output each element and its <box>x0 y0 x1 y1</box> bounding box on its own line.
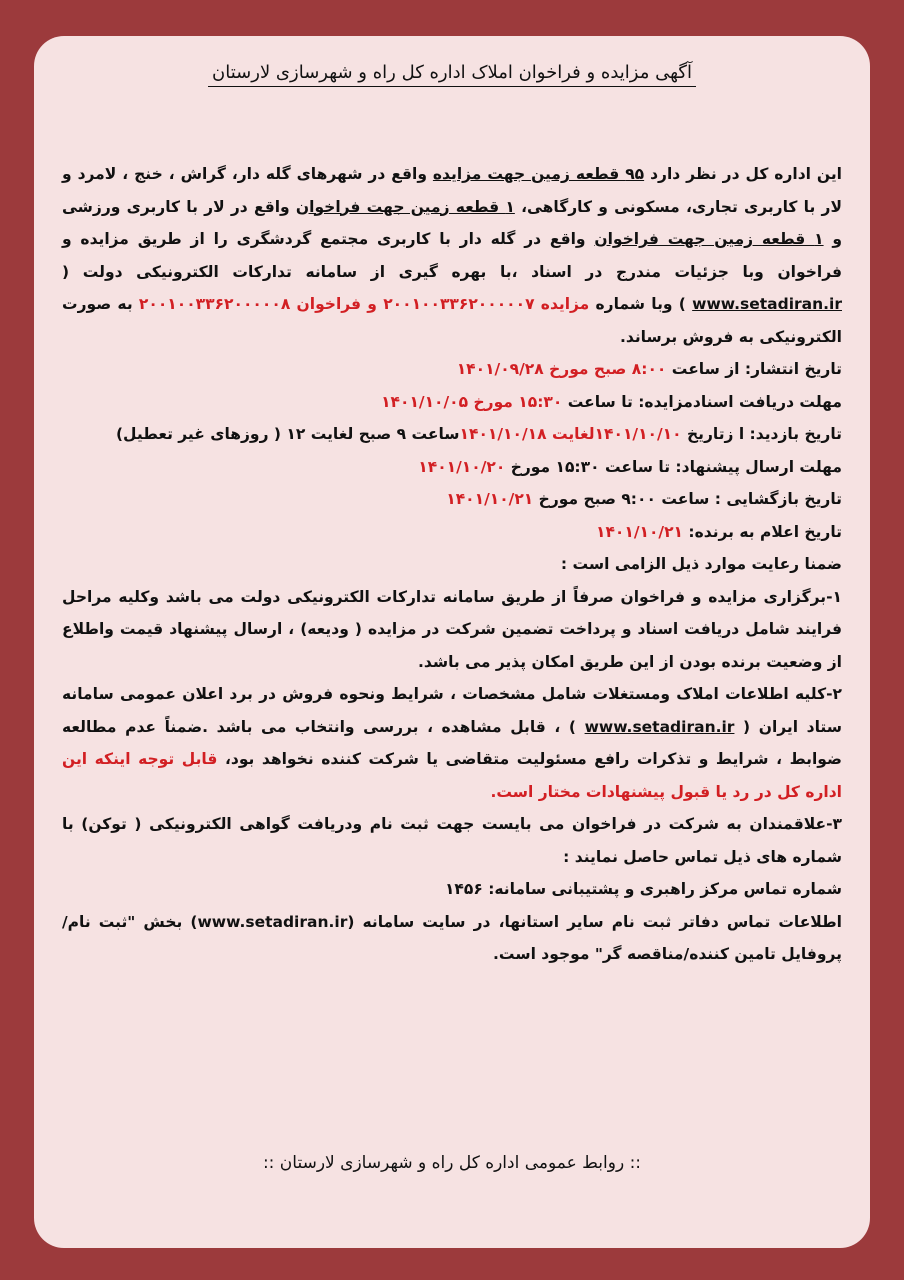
auction-numbers: مزایده ۲۰۰۱۰۰۳۳۶۲۰۰۰۰۰۷ و فراخوان ۲۰۰۱۰۰۳۳۶۲۰۰۰۰۰۸ <box>138 295 590 313</box>
setadiran-link[interactable]: www.setadiran.ir <box>692 295 842 313</box>
documents-deadline: مهلت دریافت اسنادمزایده: تا ساعت ۱۵:۳۰ مورخ ۱۴۰۱/۱۰/۰۵ <box>381 392 842 411</box>
auction-lots: ۹۵ قطعه زمین جهت مزایده <box>432 165 645 183</box>
notes-heading: ضمنا رعایت موارد ذیل الزامی است : <box>560 555 842 573</box>
offices-info: اطلاعات تماس دفاتر ثبت نام سایر استانها، در سایت سامانه (www.setadiran.ir) بخش "ثبت نام/پروفایل تامین کننده/مناقصه گر" موجود است. <box>62 912 842 963</box>
note-item-3: ۳-علاقمندان به شرکت در فراخوان می بایست جهت ثبت نام ودریافت گواهی الکترونیکی ( توکن) با شماره های ذیل تماس حاصل نمایند : <box>62 815 842 866</box>
call-lot-gelehdar: ۱ قطعه زمین جهت فراخوان <box>594 230 824 248</box>
intro-paragraph: این اداره کل در نظر دارد ۹۵ قطعه زمین جهت مزایده واقع در شهرهای گله دار، گراش ، خنج ، لامرد و لار با کاربری تجاری، مسکونی و کارگاهی، ۱ قطعه زمین جهت فراخوان واقع در لار با کاربری ورزشی و ۱ قطعه زمین جهت فراخوان واقع در گله دار با کاربری مجتمع گردشگری را از طریق مزایده و فراخوان وبا جزئیات مندرج در اسناد ،با بهره گیری از سامانه تدارکات الکترونیکی دولت ( www.setadiran.ir ) وبا شماره مزایده ۲۰۰۱۰۰۳۳۶۲۰۰۰۰۰۷ و فراخوان ۲۰۰۱۰۰۳۳۶۲۰۰۰۰۰۸ به صورت الکترونیکی به فروش برساند. <box>62 165 843 346</box>
opening-date: تاریخ بازگشایی : ساعت ۹:۰۰ صبح مورخ ۱۴۰۱/۱۰/۲۱ <box>446 490 842 508</box>
announcement-title: آگهی مزایده و فراخوان املاک اداره کل راه و شهرسازی لارستان <box>34 62 870 83</box>
note-item-2: ۲-کلیه اطلاعات املاک ومستغلات شامل مشخصات ، شرایط ونحوه فروش در برد اعلان عمومی سامانه ستاد ایران ( www.setadiran.ir ) ، قابل مشاهده ، بررسی وانتخاب می باشد .ضمناً عدم مطالعه ضوابط ، شرایط و تذکرات رافع مسئولیت متقاضی یا شرکت کننده نخواهد بود، قابل توجه اینکه این اداره کل در رد یا قبول پیشنهادات مختار است. <box>62 685 842 801</box>
note-item-1: ۱-برگزاری مزایده و فراخوان صرفاً از طریق سامانه تدارکات الکترونیکی دولت می باشد وکلیه مراحل فرایند شامل دریافت اسناد و پرداخت تضمین شرکت در مزایده ( ودیعه) ، ارسال پیشنهاد قیمت واطلاع از وضعیت برنده بودن از این طریق امکان پذیر می باشد. <box>62 587 842 671</box>
call-lot-lar: ۱ قطعه زمین جهت فراخوان <box>295 197 515 216</box>
footer-signature: :: روابط عمومی اداره کل راه و شهرسازی لارستان :: <box>262 1153 642 1173</box>
announcement-card <box>34 36 870 1248</box>
winner-date: تاریخ اعلام به برنده: ۱۴۰۱/۱۰/۲۱ <box>596 522 842 541</box>
discretion-notice: قابل توجه اینکه این اداره کل در رد یا قبول پیشنهادات مختار است. <box>62 750 842 801</box>
visit-date: تاریخ بازدید: ا زتاریخ ۱۴۰۱/۱۰/۱۰لغایت ۱۴۰۱/۱۰/۱۸ساعت ۹ صبح لغایت ۱۲ ( روزهای غیر تعطیل) <box>115 425 842 443</box>
publish-date: تاریخ انتشار: از ساعت ۸:۰۰ صبح مورخ ۱۴۰۱/۰۹/۲۸ <box>456 360 842 378</box>
support-number: شماره تماس مرکز راهبری و پشتیبانی سامانه: ۱۴۵۶ <box>444 880 842 898</box>
announcement-body <box>62 158 842 971</box>
offer-deadline: مهلت ارسال پیشنهاد: تا ساعت ۱۵:۳۰ مورخ ۱۴۰۱/۱۰/۲۰ <box>418 457 842 476</box>
setadiran-link-2[interactable]: www.setadiran.ir <box>584 717 735 736</box>
